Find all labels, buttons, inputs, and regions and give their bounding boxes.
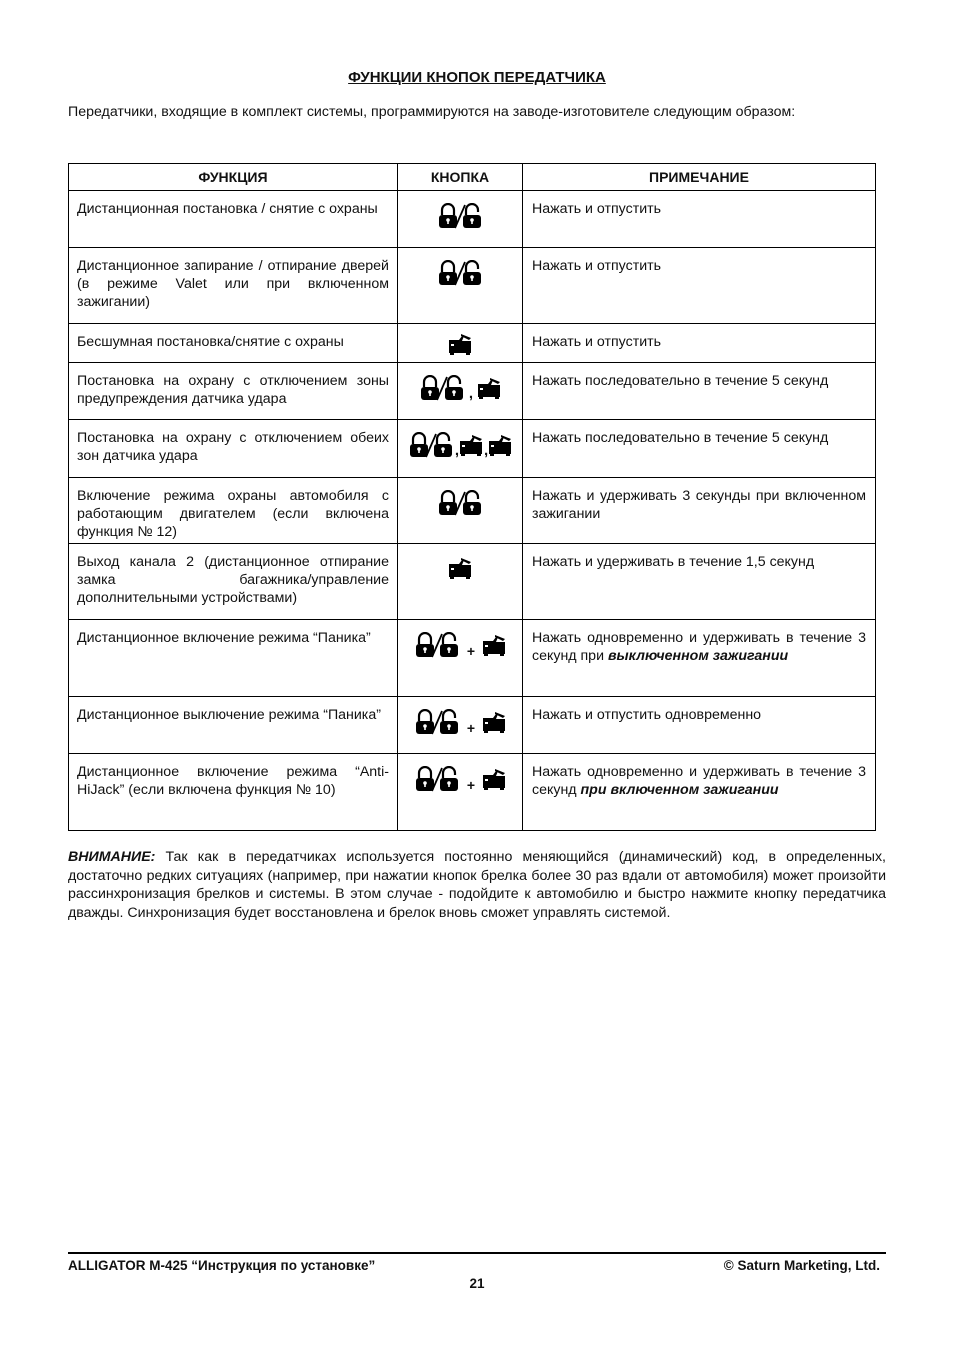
button-cell <box>398 191 522 229</box>
header-button: КНОПКА <box>398 164 523 191</box>
car-trunk-icon <box>481 714 507 730</box>
note-cell: Нажать одновременно и удерживать в течение 3 секунд при включенном зажигании <box>532 764 866 798</box>
function-cell: Дистанционное запирание / отпирание дверей (в режиме Valet или при включенном зажигании) <box>77 258 389 310</box>
warning-text: Так как в передатчиках используется постоянно меняющийся (динамический) код, в определенных, достаточно редких ситуациях (например, при нажатии кнопок брелка более 30 раз вдали от автомобиля) может произойти рассинхронизация брелков и системы. В этом случае - подойдите к автомобилю и быстро нажмите кнопку передатчика дважды. Синхронизация будет восстановлена и брелок вновь сможет управлять системой. <box>68 849 886 921</box>
function-cell: Бесшумная постановка/снятие с охраны <box>77 334 344 350</box>
header-note: ПРИМЕЧАНИЕ <box>523 164 876 191</box>
lock-unlock-icon <box>436 208 484 224</box>
note-cell: Нажать и удерживать в течение 1,5 секунд <box>532 554 815 570</box>
car-trunk-icon <box>476 380 502 396</box>
footer-rule <box>68 1252 886 1254</box>
car-trunk-icon <box>447 560 473 576</box>
lock-unlock-icon <box>436 495 484 511</box>
button-functions-table <box>68 163 876 831</box>
table-row <box>69 754 876 831</box>
button-cell: + <box>398 697 522 737</box>
note-cell: Нажать и удерживать 3 секунды при включенном зажигании <box>532 488 866 522</box>
function-cell: Дистанционная постановка / снятие с охраны <box>77 201 378 217</box>
button-cell <box>398 544 522 580</box>
table-row <box>69 478 876 544</box>
page-title: ФУНКЦИИ КНОПОК ПЕРЕДАТЧИКА <box>348 69 606 86</box>
function-cell: Дистанционное выключение режима “Паника” <box>77 707 381 723</box>
lock-unlock-icon <box>418 380 466 396</box>
lock-unlock-icon <box>407 437 455 453</box>
car-trunk-icon <box>487 437 513 453</box>
table-row <box>69 248 876 324</box>
note-cell: Нажать одновременно и удерживать в течение 3 секунд при выключенном зажигании <box>532 630 866 664</box>
table-row <box>69 420 876 478</box>
table-row <box>69 363 876 420</box>
warning-label: ВНИМАНИЕ: <box>68 849 156 865</box>
table-header-row <box>69 164 876 191</box>
function-cell: Включение режима охраны автомобиля с работающим двигателем (если включена функция № 12) <box>77 488 389 540</box>
function-cell: Дистанционное включение режима “Паника” <box>77 630 371 646</box>
car-trunk-icon <box>458 437 484 453</box>
function-cell: Выход канала 2 (дистанционное отпирание замка багажника/управление дополнительными устройствами) <box>77 554 389 606</box>
lock-unlock-icon <box>413 771 461 787</box>
table-row <box>69 620 876 697</box>
header-function: ФУНКЦИЯ <box>69 164 398 191</box>
button-cell: + <box>398 620 522 660</box>
warning-paragraph <box>68 848 886 922</box>
page-number: 21 <box>469 1276 485 1291</box>
lock-unlock-icon <box>413 714 461 730</box>
intro-text: Передатчики, входящие в комплект системы, программируются на заводе-изготовителе следующим образом: <box>68 104 796 120</box>
table-row <box>69 324 876 363</box>
function-cell: Постановка на охрану с отключением зоны предупреждения датчика удара <box>77 373 389 407</box>
lock-unlock-icon <box>436 265 484 281</box>
footer-right: © Saturn Marketing, Ltd. <box>723 1258 880 1273</box>
button-cell <box>398 324 522 356</box>
button-cell <box>398 478 522 516</box>
footer-left: ALLIGATOR M-425 “Инструкция по установке” <box>68 1258 376 1273</box>
car-trunk-icon <box>447 336 473 352</box>
button-cell: + <box>398 754 522 794</box>
function-cell: Постановка на охрану с отключением обеих зон датчика удара <box>77 430 389 464</box>
button-cell: , , <box>398 420 522 460</box>
table-row <box>69 191 876 248</box>
table-row <box>69 544 876 620</box>
button-cell: , <box>398 363 522 403</box>
note-cell: Нажать и отпустить <box>532 258 662 274</box>
note-cell: Нажать и отпустить одновременно <box>532 707 762 723</box>
note-cell: Нажать последовательно в течение 5 секунд <box>532 430 829 446</box>
note-cell: Нажать и отпустить <box>532 201 662 217</box>
car-trunk-icon <box>481 637 507 653</box>
note-cell: Нажать и отпустить <box>532 334 662 350</box>
table-row <box>69 697 876 754</box>
button-cell <box>398 248 522 286</box>
function-cell: Дистанционное включение режима “Anti-HiJack” (если включена функция № 10) <box>77 764 389 798</box>
note-cell: Нажать последовательно в течение 5 секунд <box>532 373 829 389</box>
car-trunk-icon <box>481 771 507 787</box>
lock-unlock-icon <box>413 637 461 653</box>
